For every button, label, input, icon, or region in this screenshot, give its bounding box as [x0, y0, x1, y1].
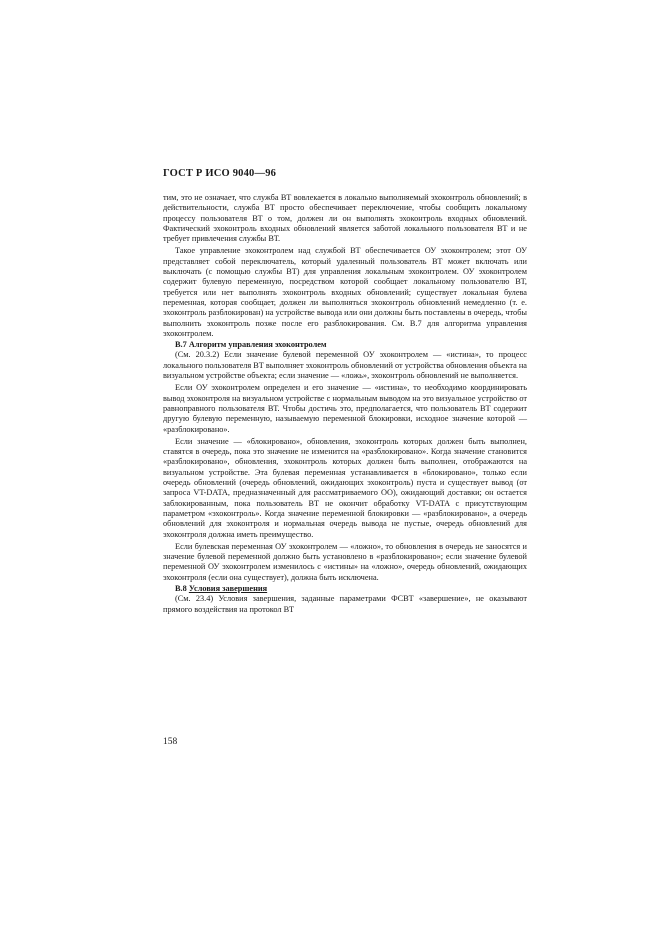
section-number: В.8	[175, 583, 187, 593]
section-title: Алгоритм управления эхоконтролем	[188, 340, 327, 350]
section-title: Условия завершения	[188, 583, 268, 593]
paragraph-termination: (См. 23.4) Условия завершения, заданные параметрами ФСВТ «завершение», не оказывают прямого воздействия на протокол ВТ	[163, 594, 527, 614]
paragraph-coordination: Если ОУ эхоконтролем определен и его значение — «истина», то необходимо координировать вывод эхоконтроля на визуальном устройстве с нормальным выводом на это визуальное устройство от равноправного пользователя ВТ. Чтобы достичь это, предполагается, что пользователь ВТ содержит другую булевую переменную, называемую переменной блокировки, исходное значение которой — «разблокировано».	[163, 383, 527, 434]
page-number: 158	[163, 737, 178, 747]
paragraph-continuation: тим, это не означает, что служба ВТ вовлекается в локально выполняемый эхоконтроль обновлений; в действительности, служба ВТ просто обеспечивает переключение, чтобы сообщить локальному процессу пользователя ВТ о том, должен ли он выполнять эхоконтроль входных обновлений. Фактический эхоконтроль входных обновлений является заботой локального пользователя ВТ и не требует привлечения службы ВТ.	[163, 193, 527, 244]
paragraph-false-value: Если булевская переменная ОУ эхоконтролем — «ложно», то обновления в очередь не заносятся и значение булевой переменной должно быть установлено в «разблокировано»; если значение булевой переменной ОУ эхоконтролем изменилось с «истины» на «ложно», очередь обновлений, ожидающих эхоконтроля (если она существует), должна быть исключена.	[163, 541, 527, 582]
section-number: В.7	[175, 340, 187, 350]
section-heading-b8	[163, 584, 527, 594]
body-text	[163, 193, 527, 615]
paragraph-blocking: Если значение — «блокировано», обновления, эхоконтроль которых должен быть выполнен, ставятся в очередь, пока это значение не изменится на «разблокировано». Когда значение становится «разблокировано», обновления, эхоконтроль которых должен быть выполнен, отображаются на визуальном устройстве. Эта булевая переменная устанавливается в «блокировано», только если очередь обновлений (очередь обновлений, ожидающих эхоконтроль) пуста и существует вывод (от запроса VT-DATA, предназначенный для рассматриваемого ОО), ожидающий доставки; он остается заблокированным, пока пользователь ВТ не окончит обработку VT-DATA с присутствующим параметром «эхоконтроль». Когда значение переменной блокировки — «разблокировано», а очередь обновлений для эхоконтроля и нормальная очередь вывода не пустые, очередь обновлений для эхоконтроля должна иметь преимущество.	[163, 436, 527, 539]
paragraph-echo-control: Такое управление эхоконтролем над службой ВТ обеспечивается ОУ эхоконтролем; этот ОУ представляет собой переключатель, который удаленный пользователь ВТ может включать или выключать (с помощью службы ВТ) для управления локальным эхоконтролем. ОУ эхоконтролем содержит булевую переменную, посредством которой сообщает локальному пользователю ВТ, требуется или нет выполнять эхоконтроль входных обновлений; существует локальная булева переменная, которая сообщает, должен ли выполняться эхоконтроль обновлений немедленно (т. е. эхоконтроль разблокирован) на устройстве вывода или они должны быть поставлены в очередь, чтобы выполнить эхоконтроль позже после его разблокирования. См. В.7 для алгоритма управления эхоконтролем.	[163, 246, 527, 338]
section-heading-b7	[163, 340, 527, 350]
document-header: ГОСТ Р ИСО 9040—96	[163, 168, 277, 179]
paragraph-algorithm: (См. 20.3.2) Если значение булевой переменной ОУ эхоконтролем — «истина», то процесс локального пользователя ВТ выполняет эхоконтроль обновлений от устройства обновления объекта на визуальном устройстве объекта; если значение — «ложь», эхоконтроль обновлений не выполняется.	[163, 350, 527, 381]
